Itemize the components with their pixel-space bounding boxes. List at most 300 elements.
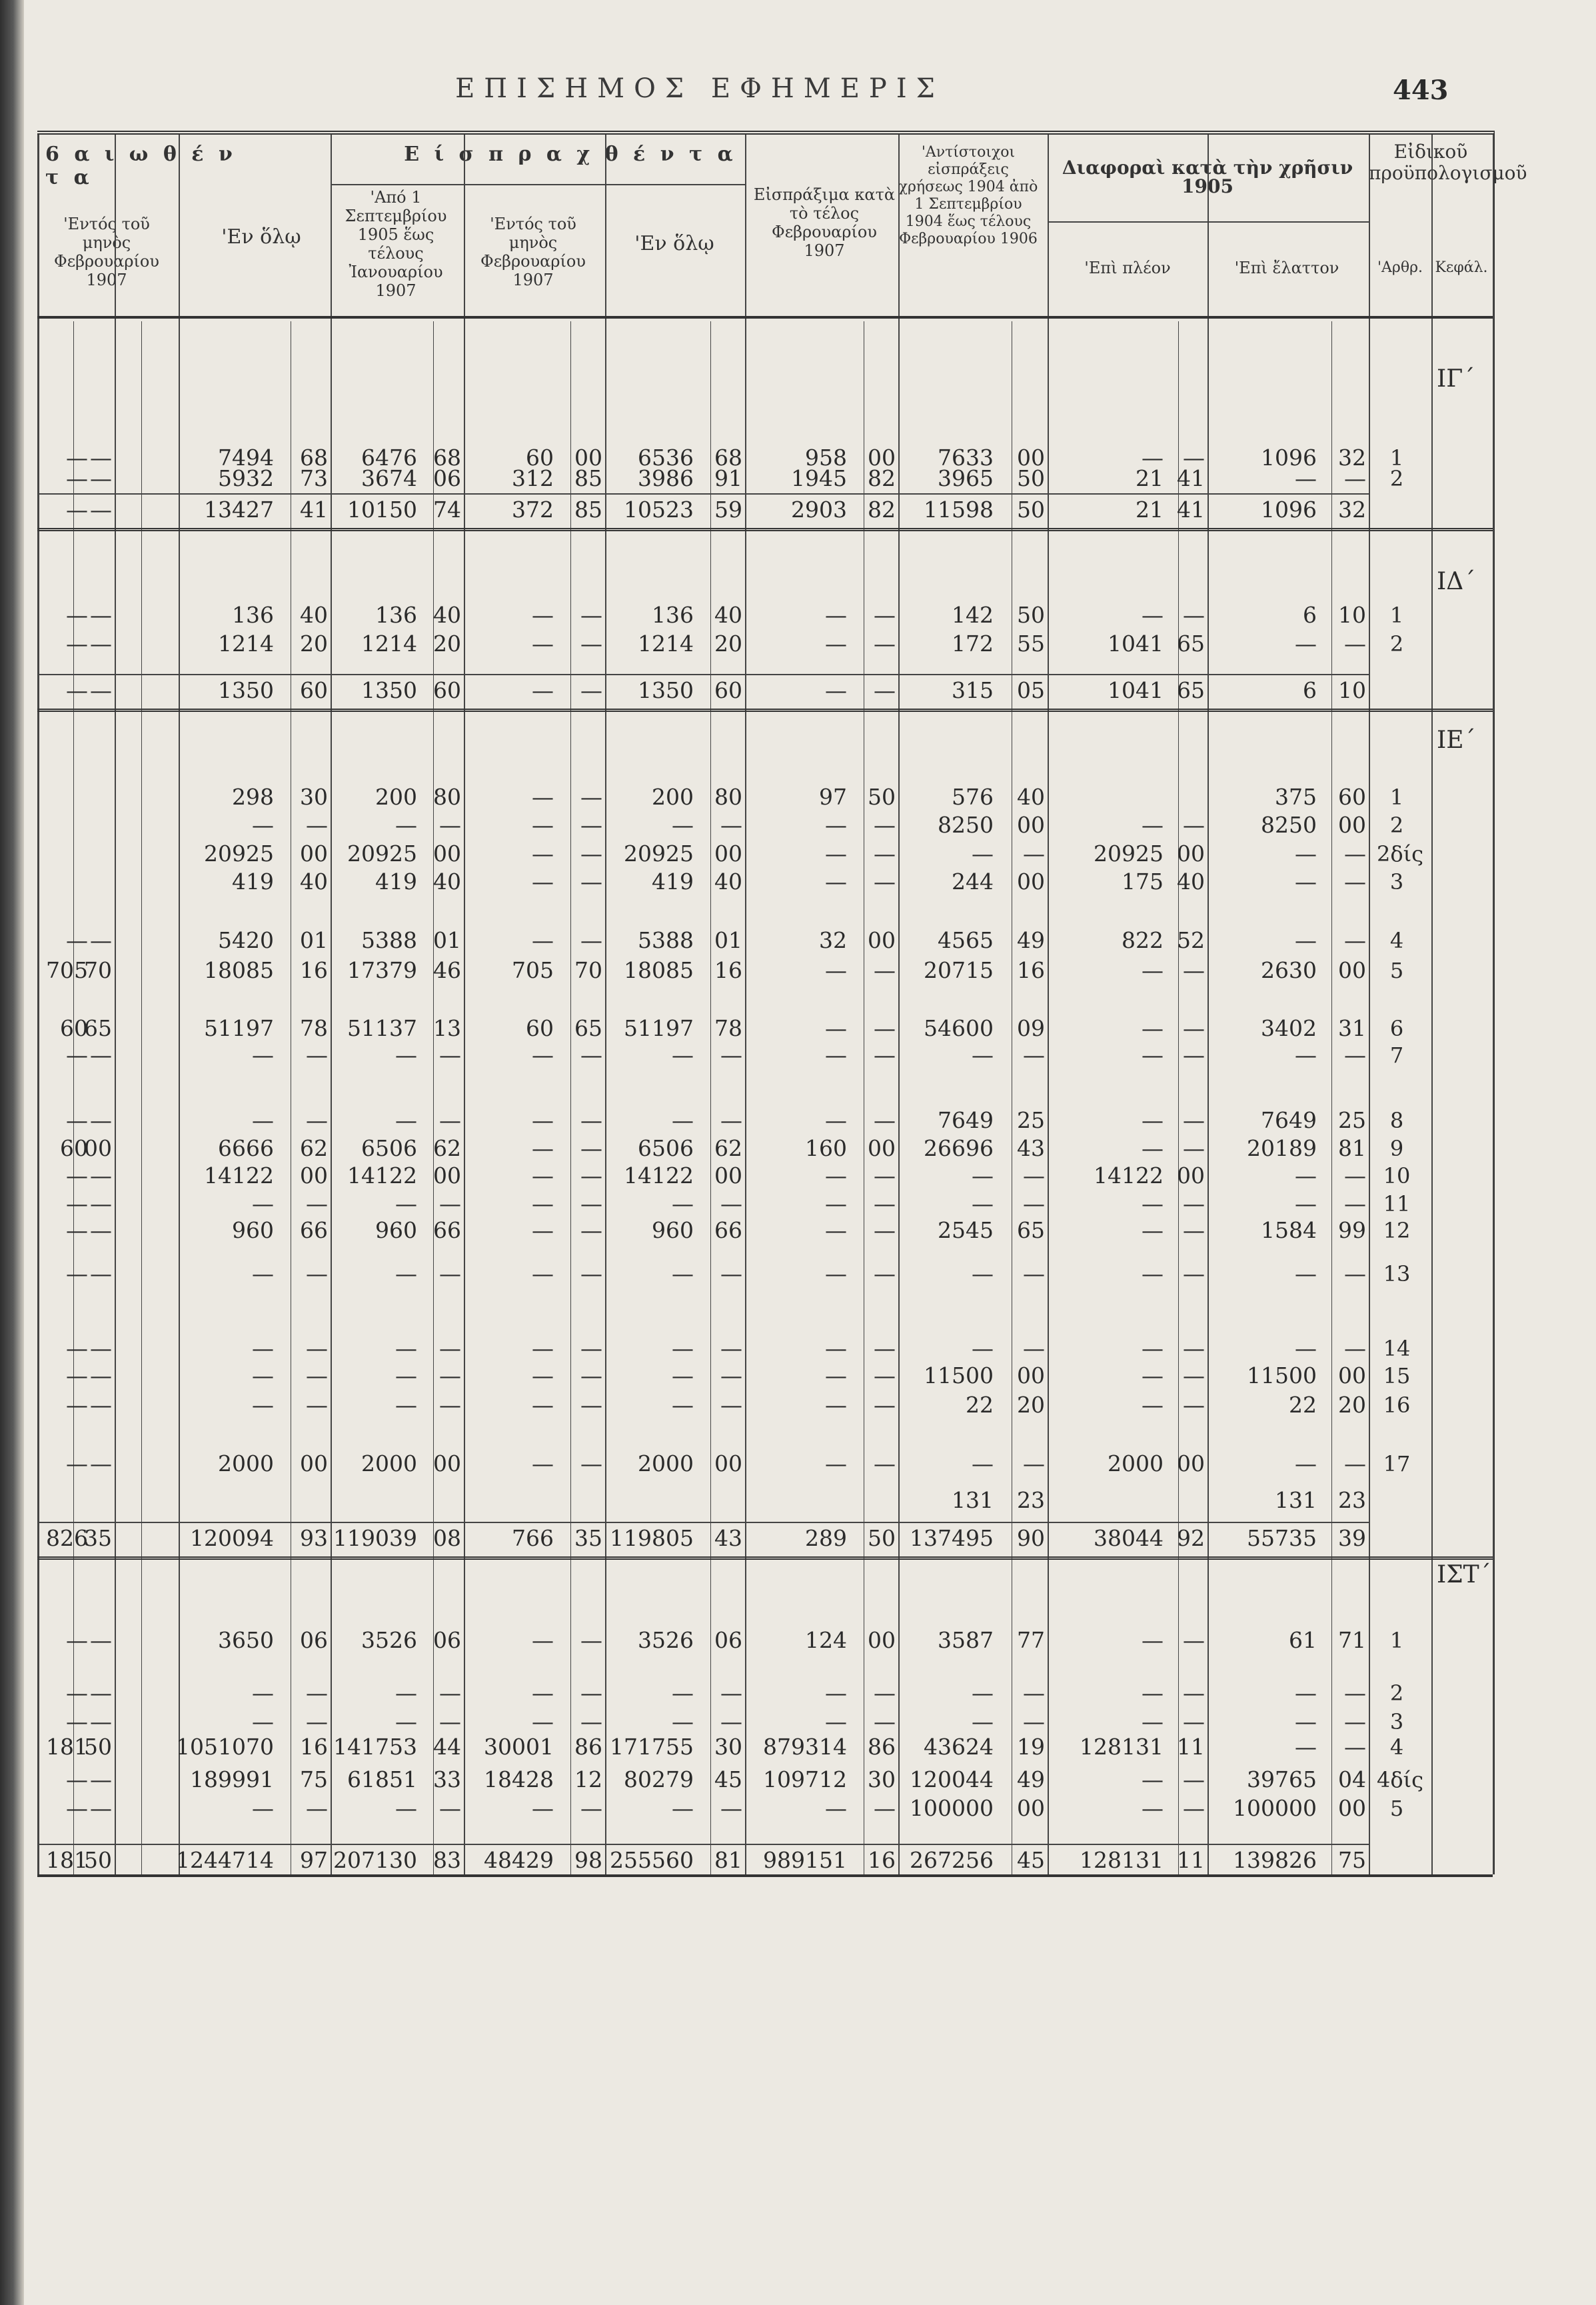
- total-cell: 82: [868, 497, 896, 523]
- total-cell: 137495: [910, 1525, 994, 1551]
- table-cell: —: [580, 1260, 602, 1286]
- table-cell: —: [252, 1392, 274, 1418]
- table-cell: —: [439, 1708, 461, 1734]
- table-cell: 66: [433, 1217, 461, 1243]
- table-cell: 40: [1177, 869, 1205, 895]
- table-cell: —: [306, 1680, 328, 1706]
- total-cell: 41: [300, 497, 328, 523]
- column-rule: [1493, 135, 1494, 1874]
- total-cell: 39: [1338, 1525, 1366, 1551]
- table-cell: 2545: [938, 1217, 994, 1243]
- table-cell: —: [825, 1042, 847, 1068]
- table-cell: 00: [714, 841, 742, 867]
- table-cell: 200: [375, 784, 417, 810]
- table-cell: 3650: [218, 1627, 274, 1653]
- table-cell: 160: [805, 1135, 847, 1161]
- table-cell: —: [439, 1107, 461, 1133]
- table-cell: —: [66, 1162, 88, 1188]
- table-cell: 50: [1017, 602, 1045, 628]
- table-cell: —: [532, 1362, 554, 1388]
- total-cell: 45: [1017, 1847, 1045, 1873]
- table-cell: —: [672, 1708, 694, 1734]
- table-cell: —: [874, 1190, 896, 1216]
- table-cell: —: [1142, 1335, 1164, 1361]
- table-cell: —: [1295, 465, 1317, 491]
- table-cell: 20925: [1094, 841, 1164, 867]
- table-cell: 75: [300, 1766, 328, 1792]
- table-cell: 20925: [204, 841, 274, 867]
- table-cell: —: [720, 1190, 742, 1216]
- table-cell: —: [66, 1190, 88, 1216]
- header-col8b: 'Επὶ ἔλαττον: [1234, 259, 1339, 277]
- table-cell: —: [1183, 1335, 1205, 1361]
- table-cell: —: [439, 1392, 461, 1418]
- table-cell: 65: [574, 1015, 602, 1041]
- table-cell: 00: [868, 1627, 896, 1653]
- table-cell: —: [90, 1107, 112, 1133]
- table-cell: —: [252, 812, 274, 838]
- table-cell: —: [1295, 1734, 1317, 1760]
- total-cell: 50: [1017, 497, 1045, 523]
- table-cell: —: [90, 1190, 112, 1216]
- table-cell: 01: [714, 927, 742, 953]
- table-cell: 1214: [218, 631, 274, 657]
- total-cell: 255560: [610, 1847, 694, 1873]
- table-cell: —: [825, 1708, 847, 1734]
- table-cell: 60: [60, 1015, 88, 1041]
- table-cell: —: [1142, 1015, 1164, 1041]
- table-cell: 960: [652, 1217, 694, 1243]
- table-cell: —: [306, 1107, 328, 1133]
- table-cell: 32: [1338, 445, 1366, 471]
- table-cell: 00: [300, 1450, 328, 1476]
- table-cell: 40: [300, 869, 328, 895]
- table-cell: —: [1142, 1190, 1164, 1216]
- table-cell: —: [1295, 1260, 1317, 1286]
- chapter-label: ΙΔ΄: [1437, 568, 1476, 595]
- table-cell: 43624: [924, 1734, 994, 1760]
- table-cell: —: [66, 1107, 88, 1133]
- table-cell: 68: [714, 445, 742, 471]
- table-cell: —: [672, 1107, 694, 1133]
- total-cell: 81: [714, 1847, 742, 1873]
- table-cell: —: [90, 1627, 112, 1653]
- table-cell: —: [825, 1162, 847, 1188]
- header-col6: Εἰσπράξιμα κατὰ τὸ τέλος Φεβρουαρίου 1907: [753, 185, 896, 260]
- table-cell: —: [90, 1217, 112, 1243]
- table-cell: —: [1023, 1680, 1045, 1706]
- header-rule: [37, 316, 1493, 319]
- table-cell: —: [252, 1042, 274, 1068]
- table-cell: —: [580, 1135, 602, 1161]
- table-cell: 71: [1338, 1627, 1366, 1653]
- article-number: 17: [1383, 1451, 1411, 1476]
- table-cell: 375: [1275, 784, 1317, 810]
- table-cell: —: [1183, 812, 1205, 838]
- header-col3: 'Από 1 Σεπτεμβρίου 1905 ἕως τέλους Ἰανουαρίου 1907: [345, 188, 447, 300]
- table-cell: —: [825, 1335, 847, 1361]
- table-cell: —: [532, 1335, 554, 1361]
- total-cell: 41: [1177, 497, 1205, 523]
- table-cell: —: [90, 631, 112, 657]
- total-cell: 93: [300, 1525, 328, 1551]
- table-cell: —: [1142, 1766, 1164, 1792]
- table-cell: 1096: [1261, 445, 1317, 471]
- table-cell: 960: [375, 1217, 417, 1243]
- table-cell: 6666: [218, 1135, 274, 1161]
- header-subrule: [1048, 221, 1369, 223]
- table-cell: 06: [433, 1627, 461, 1653]
- table-cell: 20: [300, 631, 328, 657]
- table-cell: —: [1344, 1042, 1366, 1068]
- table-cell: 22: [1289, 1392, 1317, 1418]
- table-cell: 16: [714, 957, 742, 983]
- table-cell: —: [439, 1042, 461, 1068]
- table-cell: 312: [512, 465, 554, 491]
- table-cell: —: [1183, 1015, 1205, 1041]
- table-cell: 18428: [484, 1766, 554, 1792]
- table-cell: —: [580, 1708, 602, 1734]
- table-cell: 11: [1177, 1734, 1205, 1760]
- table-cell: 705: [512, 957, 554, 983]
- table-cell: —: [1295, 631, 1317, 657]
- total-cell: —: [532, 677, 554, 703]
- table-cell: —: [1295, 927, 1317, 953]
- table-cell: —: [1295, 1450, 1317, 1476]
- total-cell: 90: [1017, 1525, 1045, 1551]
- table-cell: —: [252, 1107, 274, 1133]
- total-cell: 120094: [190, 1525, 274, 1551]
- table-cell: —: [672, 1392, 694, 1418]
- table-cell: —: [972, 1708, 994, 1734]
- table-cell: —: [1023, 1042, 1045, 1068]
- table-cell: —: [66, 1362, 88, 1388]
- table-cell: 6536: [638, 445, 694, 471]
- section-rule: [37, 528, 1493, 531]
- table-cell: —: [252, 1795, 274, 1821]
- table-cell: —: [580, 1627, 602, 1653]
- table-cell: —: [532, 1107, 554, 1133]
- table-cell: 40: [1017, 784, 1045, 810]
- table-cell: 00: [1177, 1450, 1205, 1476]
- table-cell: 65: [1017, 1217, 1045, 1243]
- page-number: 443: [1393, 75, 1449, 106]
- chapter-label: ΙΣΤ΄: [1437, 1561, 1491, 1588]
- table-cell: 17379: [347, 957, 417, 983]
- total-cell: —: [90, 497, 112, 523]
- table-cell: 3526: [361, 1627, 417, 1653]
- article-number: 2: [1389, 813, 1404, 838]
- table-cell: —: [874, 1260, 896, 1286]
- table-cell: —: [1344, 465, 1366, 491]
- table-cell: —: [395, 1190, 417, 1216]
- table-cell: 8250: [1261, 812, 1317, 838]
- total-cell: 50: [84, 1847, 112, 1873]
- table-cell: 86: [574, 1734, 602, 1760]
- table-cell: —: [90, 1795, 112, 1821]
- table-cell: 10: [1338, 602, 1366, 628]
- table-cell: 2000: [361, 1450, 417, 1476]
- table-cell: 00: [433, 841, 461, 867]
- table-cell: 00: [1338, 812, 1366, 838]
- table-cell: 40: [714, 869, 742, 895]
- table-cell: 20: [714, 631, 742, 657]
- table-cell: —: [1295, 841, 1317, 867]
- table-cell: —: [306, 1042, 328, 1068]
- table-cell: —: [874, 1680, 896, 1706]
- article-number: 3: [1389, 1709, 1404, 1734]
- table-cell: 65: [1177, 631, 1205, 657]
- article-number: 2: [1389, 1680, 1404, 1706]
- table-cell: —: [395, 1680, 417, 1706]
- table-cell: —: [1295, 869, 1317, 895]
- table-cell: —: [1344, 1680, 1366, 1706]
- table-cell: 30: [714, 1734, 742, 1760]
- column-rule: [179, 135, 180, 1874]
- total-cell: 267256: [910, 1847, 994, 1873]
- table-cell: —: [825, 1217, 847, 1243]
- table-cell: —: [1142, 1042, 1164, 1068]
- table-cell: —: [720, 1680, 742, 1706]
- table-cell: —: [825, 812, 847, 838]
- table-cell: 20189: [1247, 1135, 1317, 1161]
- total-cell: 1041: [1108, 677, 1164, 703]
- table-cell: —: [1142, 1260, 1164, 1286]
- table-cell: —: [1344, 869, 1366, 895]
- total-cell: 119039: [333, 1525, 417, 1551]
- article-number: 4: [1389, 1734, 1404, 1760]
- table-cell: —: [1344, 1190, 1366, 1216]
- table-cell: 4565: [938, 927, 994, 953]
- table-cell: 8250: [938, 812, 994, 838]
- table-cell: —: [874, 869, 896, 895]
- column-rule: [1207, 135, 1209, 1874]
- table-cell: —: [532, 927, 554, 953]
- total-cell: 92: [1177, 1525, 1205, 1551]
- total-cell: 60: [714, 677, 742, 703]
- table-cell: —: [1344, 841, 1366, 867]
- header-col9a: 'Αρθρ.: [1377, 259, 1423, 276]
- total-cell: 16: [868, 1847, 896, 1873]
- table-cell: 43: [1017, 1135, 1045, 1161]
- table-cell: 81: [1338, 1135, 1366, 1161]
- article-number: 14: [1383, 1336, 1411, 1361]
- table-cell: —: [874, 957, 896, 983]
- table-cell: —: [90, 1042, 112, 1068]
- table-cell: —: [1142, 957, 1164, 983]
- table-cell: 41: [1177, 465, 1205, 491]
- table-cell: —: [1344, 1335, 1366, 1361]
- table-cell: 3526: [638, 1627, 694, 1653]
- table-cell: —: [306, 1190, 328, 1216]
- article-number: 11: [1383, 1191, 1411, 1216]
- table-cell: —: [825, 957, 847, 983]
- table-cell: —: [439, 1362, 461, 1388]
- table-cell: —: [825, 841, 847, 867]
- table-cell: 5388: [638, 927, 694, 953]
- table-cell: 14122: [347, 1162, 417, 1188]
- table-cell: 01: [300, 927, 328, 953]
- table-cell: —: [874, 1795, 896, 1821]
- table-cell: —: [252, 1362, 274, 1388]
- table-cell: —: [825, 1795, 847, 1821]
- table-cell: 51197: [204, 1015, 274, 1041]
- column-rule: [331, 135, 332, 1874]
- article-number: 9: [1389, 1136, 1404, 1161]
- table-cell: —: [672, 1260, 694, 1286]
- table-cell: 60: [1338, 784, 1366, 810]
- table-cell: 5932: [218, 465, 274, 491]
- total-cell: 35: [84, 1525, 112, 1551]
- table-cell: —: [825, 1362, 847, 1388]
- table-cell: 62: [714, 1135, 742, 1161]
- table-cell: —: [672, 1042, 694, 1068]
- table-cell: 13: [433, 1015, 461, 1041]
- header-subrule: [331, 184, 745, 185]
- column-rule: [898, 135, 900, 1874]
- table-cell: 20: [1017, 1392, 1045, 1418]
- article-number: 4: [1389, 928, 1404, 953]
- table-cell: 33: [433, 1766, 461, 1792]
- table-cell: 66: [714, 1217, 742, 1243]
- table-cell: —: [90, 465, 112, 491]
- article-number: 3: [1389, 869, 1404, 895]
- table-cell: 40: [714, 602, 742, 628]
- table-cell: 91: [714, 465, 742, 491]
- total-rule: [37, 1522, 1369, 1523]
- table-cell: —: [395, 1708, 417, 1734]
- table-cell: —: [439, 1190, 461, 1216]
- table-cell: —: [1183, 1392, 1205, 1418]
- table-cell: —: [580, 927, 602, 953]
- section-rule: [37, 709, 1493, 712]
- table-cell: 3674: [361, 465, 417, 491]
- total-cell: 65: [1177, 677, 1205, 703]
- column-rule: [605, 135, 606, 1874]
- table-cell: —: [439, 1260, 461, 1286]
- table-cell: —: [66, 445, 88, 471]
- table-cell: —: [1023, 1708, 1045, 1734]
- total-rule: [37, 1844, 1369, 1845]
- table-cell: 68: [433, 445, 461, 471]
- table-cell: 20: [433, 631, 461, 657]
- total-cell: 766: [512, 1525, 554, 1551]
- header-col7: 'Αντίστοιχοι εἰσπράξεις χρήσεως 1904 ἀπὸ 1 Σεπτεμβρίου 1904 ἕως τέλους Φεβρουαρίου 1906: [898, 144, 1038, 247]
- table-cell: —: [395, 812, 417, 838]
- table-cell: 86: [868, 1734, 896, 1760]
- total-cell: 98: [574, 1847, 602, 1873]
- table-cell: —: [252, 1680, 274, 1706]
- table-cell: —: [580, 841, 602, 867]
- table-cell: 958: [805, 445, 847, 471]
- table-cell: 175: [1122, 869, 1164, 895]
- article-number: 1: [1389, 1628, 1404, 1653]
- table-cell: —: [66, 1335, 88, 1361]
- table-cell: —: [1183, 602, 1205, 628]
- table-cell: —: [874, 1708, 896, 1734]
- table-cell: —: [580, 1190, 602, 1216]
- article-number: 5: [1389, 958, 1404, 983]
- table-cell: —: [1142, 1680, 1164, 1706]
- table-cell: 00: [1177, 1162, 1205, 1188]
- table-cell: —: [66, 1450, 88, 1476]
- table-cell: 39765: [1247, 1766, 1317, 1792]
- total-cell: 48429: [484, 1847, 554, 1873]
- table-cell: 51197: [624, 1015, 694, 1041]
- table-cell: —: [306, 1260, 328, 1286]
- table-cell: —: [874, 631, 896, 657]
- table-cell: —: [1183, 1627, 1205, 1653]
- table-cell: —: [252, 1260, 274, 1286]
- table-cell: 1214: [361, 631, 417, 657]
- total-rule: [37, 674, 1369, 675]
- table-cell: 100000: [910, 1795, 994, 1821]
- table-cell: 11500: [924, 1362, 994, 1388]
- table-cell: 2000: [1108, 1450, 1164, 1476]
- table-cell: —: [825, 631, 847, 657]
- table-cell: —: [825, 1107, 847, 1133]
- table-cell: 00: [433, 1450, 461, 1476]
- total-cell: 315: [952, 677, 994, 703]
- table-cell: —: [439, 1335, 461, 1361]
- table-cell: 189991: [190, 1766, 274, 1792]
- table-cell: —: [66, 927, 88, 953]
- table-cell: —: [1183, 1795, 1205, 1821]
- table-cell: —: [532, 784, 554, 810]
- table-cell: —: [1183, 957, 1205, 983]
- table-cell: —: [532, 1627, 554, 1653]
- table-cell: 5420: [218, 927, 274, 953]
- table-cell: —: [825, 1015, 847, 1041]
- table-cell: —: [532, 1042, 554, 1068]
- total-cell: 35: [574, 1525, 602, 1551]
- table-cell: 576: [952, 784, 994, 810]
- table-cell: 55: [1017, 631, 1045, 657]
- table-cell: —: [1295, 1680, 1317, 1706]
- table-cell: 131: [952, 1487, 994, 1513]
- header-col9-group: Εἰδικοῦ προϋπολογισμοῦ: [1369, 141, 1527, 184]
- total-rule: [37, 493, 1369, 495]
- total-cell: —: [874, 677, 896, 703]
- table-cell: —: [532, 1680, 554, 1706]
- table-cell: —: [1023, 841, 1045, 867]
- total-cell: 43: [714, 1525, 742, 1551]
- table-cell: 5388: [361, 927, 417, 953]
- header-group-left: 6 α ι ω θ έ ν τ α: [45, 143, 237, 189]
- header-col8-group: Διαφοραὶ κατὰ τὴν χρῆσιν 1905: [1062, 157, 1353, 197]
- table-cell: 705: [46, 957, 88, 983]
- table-cell: 70: [574, 957, 602, 983]
- total-cell: 1244714: [176, 1847, 274, 1873]
- column-rule: [464, 135, 465, 1874]
- table-cell: 62: [300, 1135, 328, 1161]
- table-cell: 23: [1017, 1487, 1045, 1513]
- table-cell: 50: [1017, 465, 1045, 491]
- table-cell: —: [825, 1450, 847, 1476]
- table-cell: —: [1023, 1335, 1045, 1361]
- table-cell: —: [90, 927, 112, 953]
- table-cell: 124: [805, 1627, 847, 1653]
- column-rule: [1048, 135, 1049, 1874]
- table-cell: 960: [232, 1217, 274, 1243]
- table-cell: —: [1344, 631, 1366, 657]
- total-cell: 11: [1177, 1847, 1205, 1873]
- ledger-table: [37, 131, 1527, 1874]
- table-cell: —: [66, 602, 88, 628]
- table-cell: 00: [714, 1162, 742, 1188]
- table-cell: 7494: [218, 445, 274, 471]
- table-cell: 100000: [1233, 1795, 1317, 1821]
